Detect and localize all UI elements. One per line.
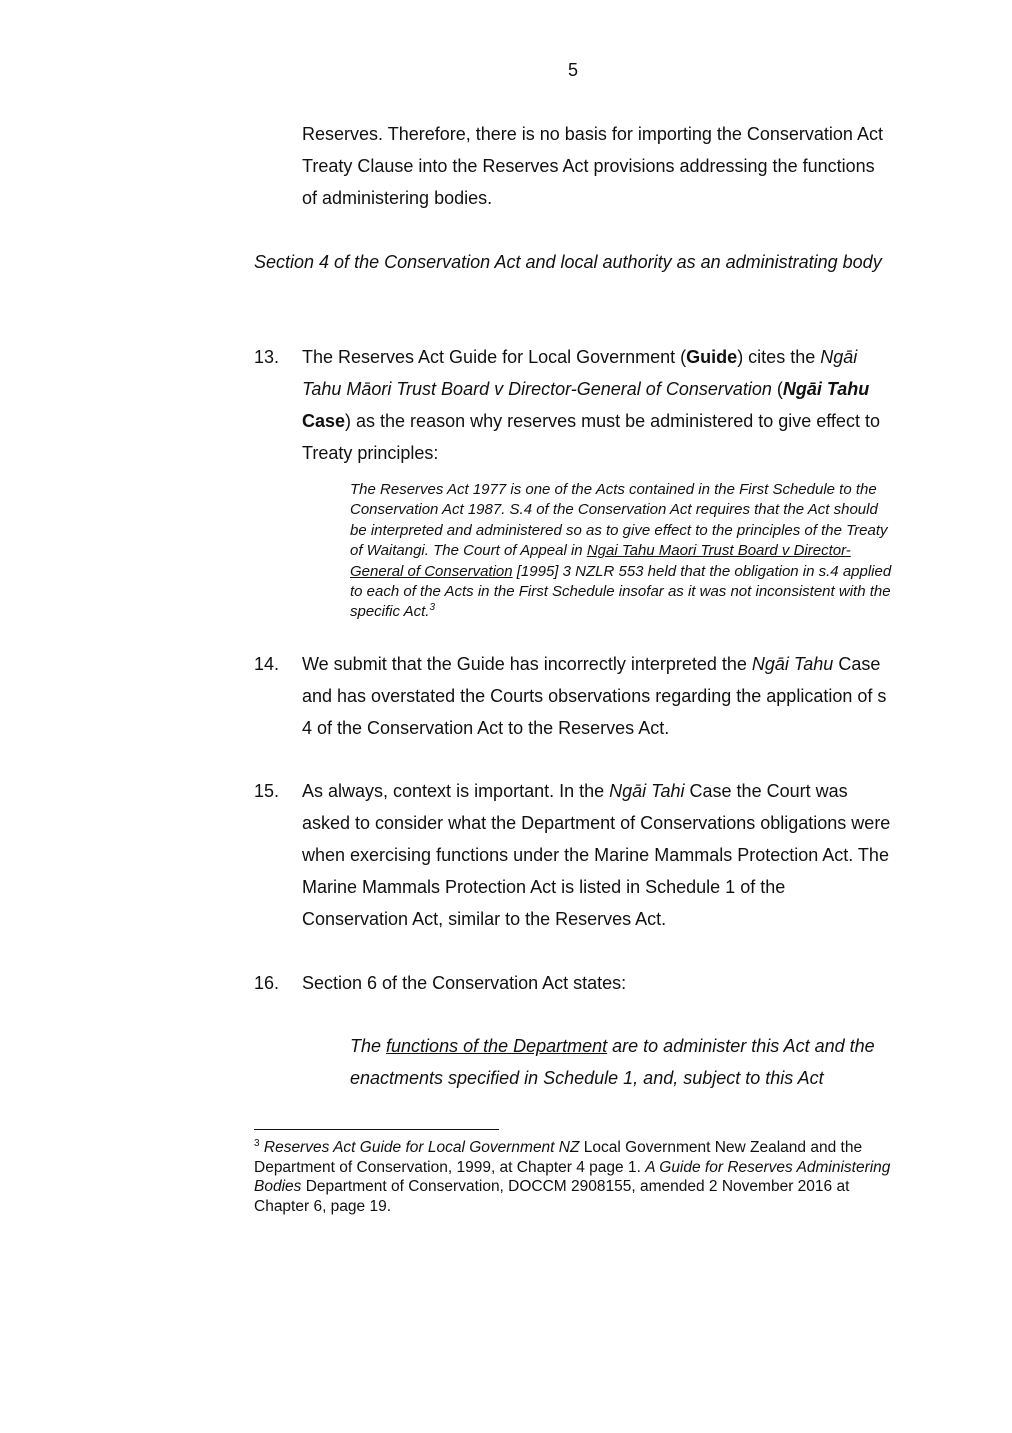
text-run: As always, context is important. In the	[302, 781, 610, 801]
section-heading: Section 4 of the Conservation Act and local authority as an administrating body	[254, 252, 882, 272]
paragraph-number: 14.	[254, 654, 280, 674]
intro-text: Reserves. Therefore, there is no basis for importing the Conservation Act Treaty Clause into the Reserves Act provisions addressing the functions of administering bodies.	[302, 124, 883, 208]
quote-text: The	[350, 1036, 387, 1056]
footnote	[254, 1138, 894, 1216]
publication-title: A Guide for Reserves Administering Bodies	[254, 1158, 891, 1195]
quote-text: The Reserves Act 1977 is one of the Acts contained in the First Schedule to the Conservation Act 1987. S.4 of the Conservation Act requires that the Act should be interpreted and administered so as to give effect to the principles of the Treaty of Waitangi. The Court of Appeal in	[350, 481, 888, 560]
text-run: Case and has overstated the Courts observations regarding the application of s 4 of the Conservation Act to the Reserves Act.	[302, 654, 887, 738]
paragraph-14	[254, 648, 894, 744]
paragraph-number: 16.	[254, 973, 280, 993]
footnote-text: Department of Conservation, DOCCM 2908155, amended 2 November 2016 at Chapter 6, page 19.	[254, 1178, 850, 1215]
underlined-phrase: functions of the Department	[386, 1036, 608, 1056]
case-name: Ngai Tahu Maori Trust Board v Director-General of Conservation	[350, 542, 851, 580]
paragraph-number: 15.	[254, 781, 280, 801]
defined-term: Case	[302, 411, 346, 431]
paragraph-text	[302, 341, 894, 469]
paragraph-15	[254, 775, 894, 935]
defined-term: Ngāi Tahu	[782, 379, 870, 399]
paragraph-text	[302, 775, 894, 935]
footnote-number: 3	[254, 1137, 260, 1149]
case-name: Ngāi Tahu Māori Trust Board v Director-General of Conservation	[302, 347, 858, 399]
text-run: ) cites the	[737, 347, 821, 367]
paragraph-13	[254, 341, 894, 469]
page-number: 5	[567, 60, 578, 80]
statute-quote	[350, 1030, 910, 1094]
footnote-divider	[254, 1129, 499, 1130]
text-run: ) as the reason why reserves must be administered to give effect to Treaty principles:	[302, 411, 880, 463]
text-run: (	[771, 379, 783, 399]
quote-text: [1995] 3 NZLR 553 held that the obligation in s.4 applied to each of the Acts in the First Schedule insofar as it was not inconsistent with the specific Act.	[350, 562, 892, 621]
publication-title: Reserves Act Guide for Local Government NZ	[263, 1139, 580, 1156]
intro-paragraph	[302, 118, 892, 214]
text-run: The Reserves Act Guide for Local Government (	[302, 347, 687, 367]
quote-text: are to administer this Act and the enactments specified in Schedule 1, and, subject to this Act	[350, 1036, 875, 1088]
paragraph-text: Section 6 of the Conservation Act states:	[302, 973, 627, 993]
paragraph-16	[254, 967, 894, 999]
footnote-text: Local Government New Zealand and the Department of Conservation, 1999, at Chapter 4 page 1.	[254, 1139, 863, 1176]
paragraph-text	[302, 648, 894, 744]
block-quote	[350, 480, 898, 623]
text-run: Case the Court was asked to consider what the Department of Conservations obligations were when exercising functions under the Marine Mammals Protection Act. The Marine Mammals Protection Act is listed in Schedule 1 of the Conservation Act, similar to the Reserves Act.	[302, 781, 891, 929]
paragraph-number: 13.	[254, 347, 280, 367]
defined-term: Guide	[686, 347, 738, 367]
footnote-ref: 3	[429, 602, 436, 614]
case-name: Ngāi Tahi	[609, 781, 685, 801]
text-run: We submit that the Guide has incorrectly interpreted the	[302, 654, 752, 674]
case-name: Ngāi Tahu	[751, 654, 834, 674]
